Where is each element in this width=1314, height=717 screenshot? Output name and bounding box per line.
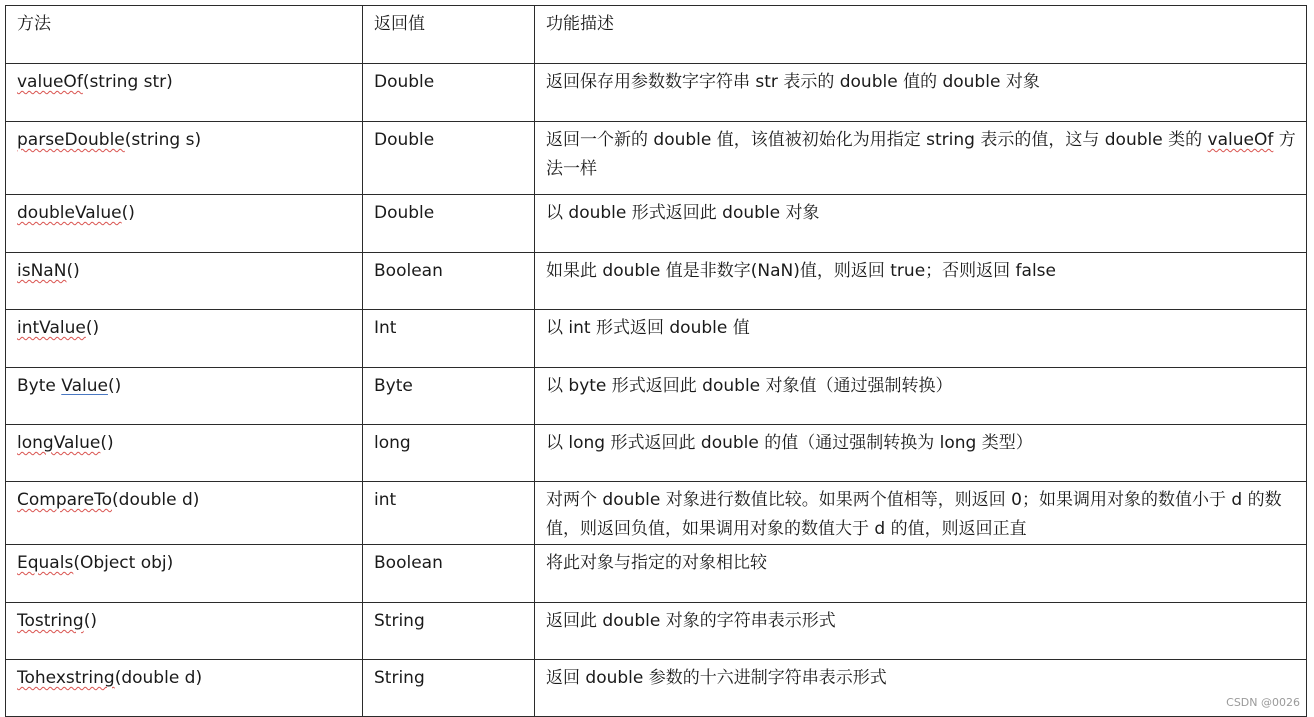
table-row — [6, 122, 1307, 195]
method-args: (double d) — [112, 490, 200, 510]
method-args: () — [121, 203, 135, 223]
return-cell: Double — [363, 122, 535, 195]
method-name: Equals — [17, 553, 74, 573]
desc-text: 以 long 形式返回此 double 的值（通过强制转换为 long 类型） — [546, 433, 1033, 453]
desc-text: 将此对象与指定的对象相比较 — [546, 553, 767, 573]
method-args: () — [107, 376, 122, 396]
table-row — [6, 310, 1307, 368]
table-row — [6, 660, 1307, 717]
method-name: CompareTo — [17, 490, 113, 510]
table-row — [6, 64, 1307, 122]
method-name: valueOf — [17, 72, 83, 92]
method-cell — [6, 425, 363, 482]
table-row — [6, 545, 1307, 603]
method-cell — [6, 660, 363, 717]
desc-text: 返回此 double 对象的字符串表示形式 — [546, 611, 836, 631]
table-row — [6, 603, 1307, 660]
method-args: () — [85, 318, 100, 338]
desc-link-text: valueOf — [1207, 130, 1274, 150]
method-name: Tohexstring — [17, 668, 115, 688]
method-name: doubleValue — [17, 203, 122, 223]
method-name: Tostring — [17, 611, 84, 631]
method-args: (Object obj) — [73, 553, 174, 573]
method-args: () — [66, 261, 80, 281]
desc-cell — [535, 545, 1307, 603]
method-cell — [6, 545, 363, 603]
method-cell — [6, 482, 363, 545]
watermark: CSDN @0026 — [1226, 696, 1300, 709]
method-prefix: Byte — [17, 376, 62, 396]
desc-text: 返回保存用参数数字字符串 str 表示的 double 值的 double 对象 — [546, 72, 1040, 92]
return-cell: Byte — [363, 368, 535, 425]
desc-text: 以 int 形式返回 double 值 — [546, 318, 750, 338]
table-row — [6, 425, 1307, 482]
return-cell: String — [363, 603, 535, 660]
desc-cell — [535, 660, 1307, 717]
desc-cell — [535, 603, 1307, 660]
desc-cell — [535, 310, 1307, 368]
method-cell — [6, 253, 363, 310]
desc-cell — [535, 482, 1307, 545]
header-desc: 功能描述 — [535, 6, 1307, 64]
method-cell — [6, 603, 363, 660]
desc-cell — [535, 368, 1307, 425]
method-cell — [6, 310, 363, 368]
method-args: (string str) — [82, 72, 173, 92]
return-cell: Int — [363, 310, 535, 368]
table-row — [6, 368, 1307, 425]
method-args: () — [100, 433, 114, 453]
method-cell — [6, 122, 363, 195]
method-args: (string s) — [124, 130, 202, 150]
method-name: longValue — [17, 433, 101, 453]
return-cell: Double — [363, 64, 535, 122]
header-return: 返回值 — [363, 6, 535, 64]
desc-cell — [535, 253, 1307, 310]
return-cell: Boolean — [363, 253, 535, 310]
methods-table — [5, 5, 1307, 717]
desc-text: 以 byte 形式返回此 double 对象值（通过强制转换） — [546, 376, 953, 396]
return-cell: Double — [363, 195, 535, 253]
header-method: 方法 — [6, 6, 363, 64]
return-cell: String — [363, 660, 535, 717]
table-row — [6, 253, 1307, 310]
method-cell — [6, 195, 363, 253]
desc-cell — [535, 122, 1307, 195]
desc-text: 返回一个新的 double 值，该值被初始化为用指定 string 表示的值，这与 double 类的 — [546, 130, 1208, 150]
table-row — [6, 195, 1307, 253]
desc-text: 返回 double 参数的十六进制字符串表示形式 — [546, 668, 887, 688]
table-row — [6, 482, 1307, 545]
method-args: (double d) — [114, 668, 203, 688]
desc-text: 如果此 double 值是非数字(NaN)值，则返回 true；否则返回 false — [546, 261, 1056, 281]
desc-text: 对两个 double 对象进行数值比较。如果两个值相等，则返回 0；如果调用对象的数值小于 d 的数值，则返回负值，如果调用对象的数值大于 d 的值，则返回正直 — [546, 490, 1282, 539]
table-header-row — [6, 6, 1307, 64]
method-cell — [6, 64, 363, 122]
return-cell: int — [363, 482, 535, 545]
method-name: intValue — [17, 318, 86, 338]
method-name: isNaN — [17, 261, 67, 281]
desc-cell — [535, 64, 1307, 122]
return-cell: Boolean — [363, 545, 535, 603]
method-name: parseDouble — [17, 130, 125, 150]
method-cell — [6, 368, 363, 425]
desc-cell — [535, 425, 1307, 482]
method-name: Value — [61, 376, 108, 396]
desc-cell — [535, 195, 1307, 253]
desc-tail-text: 方法一样 — [546, 130, 1296, 179]
desc-text: 以 double 形式返回此 double 对象 — [546, 203, 820, 223]
method-args: () — [83, 611, 97, 631]
return-cell: long — [363, 425, 535, 482]
